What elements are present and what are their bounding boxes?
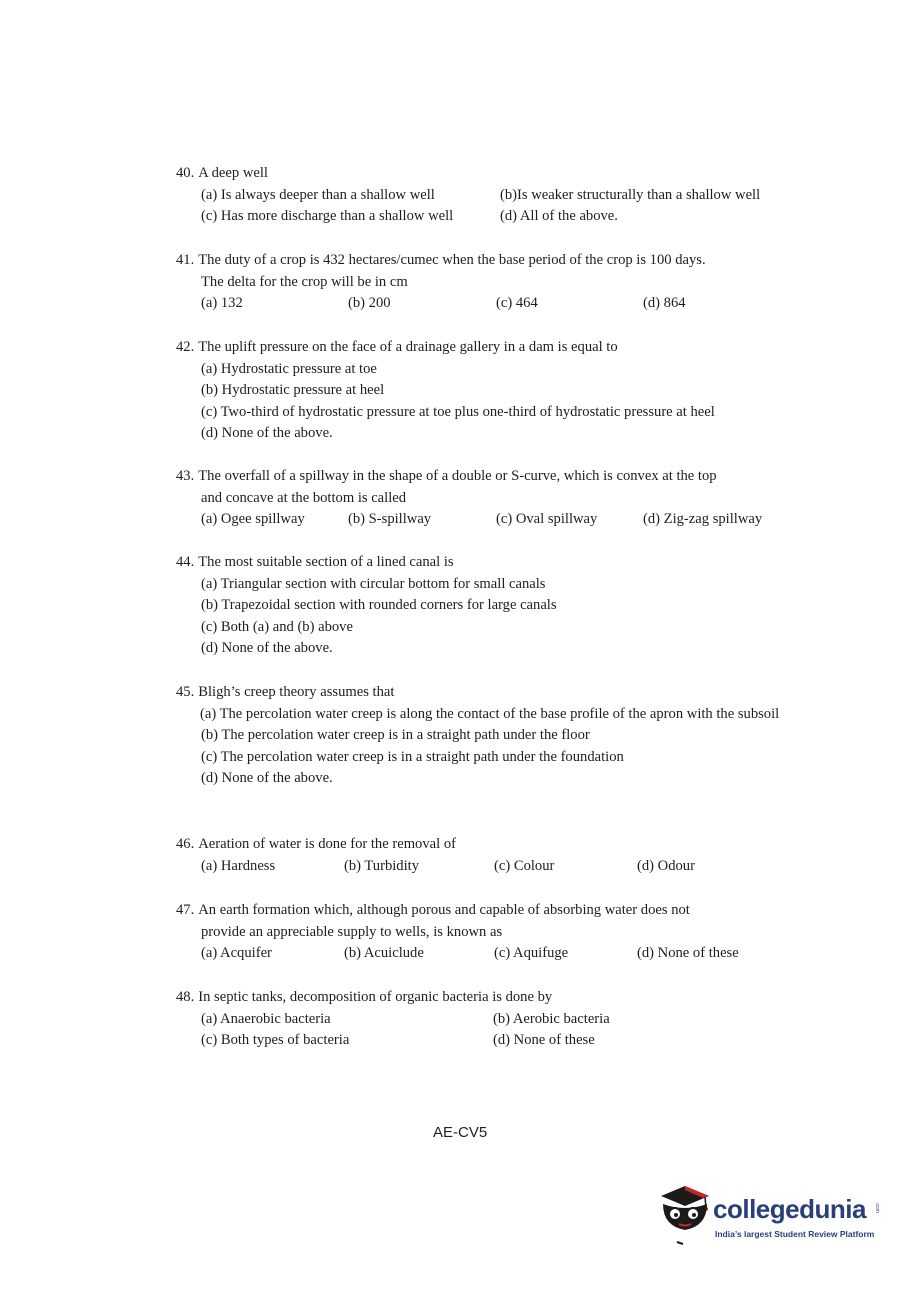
question-stem: Aeration of water is done for the removal of bbox=[198, 836, 456, 852]
question-stem: Bligh’s creep theory assumes that bbox=[198, 684, 395, 700]
question-stem: The uplift pressure on the face of a drainage gallery in a dam is equal to bbox=[198, 339, 618, 355]
option-b: (b) Acuiclude bbox=[344, 945, 424, 961]
option-d: (d) All of the above. bbox=[500, 208, 618, 224]
option-d: (d) Odour bbox=[637, 857, 695, 874]
graduate-mascot-icon bbox=[655, 1182, 711, 1250]
question-43 bbox=[176, 466, 796, 531]
logo-tagline: India’s largest Student Review Platform bbox=[715, 1229, 875, 1239]
question-42 bbox=[176, 337, 796, 445]
question-46 bbox=[176, 834, 796, 877]
logo-wordmark: collegedunia bbox=[713, 1194, 866, 1224]
question-41 bbox=[176, 250, 796, 315]
question-44 bbox=[176, 552, 796, 660]
option-c: (c) The percolation water creep is in a straight path under the foundation bbox=[201, 748, 624, 765]
option-a: (a) Hydrostatic pressure at toe bbox=[201, 360, 377, 377]
option-b: (b) Trapezoidal section with rounded corners for large canals bbox=[201, 597, 557, 613]
option-c: (c) 464 bbox=[496, 295, 538, 311]
logo-suffix: .com bbox=[874, 1202, 880, 1213]
option-a: (a) Triangular section with circular bottom for small canals bbox=[201, 575, 546, 592]
question-45 bbox=[176, 682, 796, 790]
question-number: 46. bbox=[176, 836, 195, 852]
option-a: (a) Is always deeper than a shallow well bbox=[201, 186, 435, 203]
question-stem-continued: provide an appreciable supply to wells, is known as bbox=[201, 923, 503, 940]
option-c: (c) Has more discharge than a shallow well bbox=[201, 208, 454, 224]
option-d: (d) None of the above. bbox=[201, 770, 333, 786]
question-number: 45. bbox=[176, 684, 195, 700]
question-48 bbox=[176, 987, 796, 1052]
question-stem: The overfall of a spillway in the shape of a double or S-curve, which is convex at the top bbox=[198, 468, 717, 484]
question-stem-continued: The delta for the crop will be in cm bbox=[201, 273, 408, 290]
question-47 bbox=[176, 900, 796, 965]
option-a: (a) The percolation water creep is along the contact of the base profile of the apron with the subsoil bbox=[200, 705, 780, 722]
question-number: 42. bbox=[176, 339, 195, 355]
question-number: 41. bbox=[176, 252, 195, 268]
question-number: 48. bbox=[176, 989, 195, 1005]
page-code: AE-CV5 bbox=[433, 1124, 488, 1141]
option-d: (d) None of these bbox=[493, 1032, 595, 1048]
question-stem: In septic tanks, decomposition of organic bacteria is done by bbox=[198, 989, 553, 1005]
option-a: (a) Acquifer bbox=[201, 945, 272, 961]
option-b: (b) Hydrostatic pressure at heel bbox=[201, 382, 385, 398]
option-d: (d) None of the above. bbox=[201, 640, 333, 656]
option-b: (b) The percolation water creep is in a straight path under the floor bbox=[201, 727, 590, 743]
question-number: 40. bbox=[176, 165, 195, 181]
option-b: (b) Aerobic bacteria bbox=[493, 1010, 610, 1027]
option-c: (c) Oval spillway bbox=[496, 511, 598, 527]
option-a: (a) 132 bbox=[201, 295, 243, 311]
option-b: (b)Is weaker structurally than a shallow well bbox=[500, 186, 761, 203]
option-a: (a) Ogee spillway bbox=[201, 511, 305, 527]
option-d: (d) None of these bbox=[637, 945, 739, 961]
option-a: (a) Hardness bbox=[201, 857, 276, 874]
option-c: (c) Both types of bacteria bbox=[201, 1032, 350, 1048]
question-stem: An earth formation which, although porous and capable of absorbing water does not bbox=[198, 902, 690, 918]
question-40 bbox=[176, 163, 796, 228]
option-d: (d) 864 bbox=[643, 295, 686, 311]
option-c: (c) Aquifuge bbox=[494, 945, 569, 961]
option-c: (c) Both (a) and (b) above bbox=[201, 618, 353, 635]
option-b: (b) Turbidity bbox=[344, 857, 420, 874]
question-stem: A deep well bbox=[198, 165, 268, 181]
question-number: 47. bbox=[176, 902, 195, 918]
option-d: (d) None of the above. bbox=[201, 425, 333, 441]
question-stem: The most suitable section of a lined canal is bbox=[198, 554, 454, 570]
option-b: (b) 200 bbox=[348, 295, 391, 311]
question-number: 43. bbox=[176, 468, 195, 484]
option-c: (c) Colour bbox=[494, 857, 555, 874]
option-a: (a) Anaerobic bacteria bbox=[201, 1010, 331, 1027]
option-b: (b) S-spillway bbox=[348, 511, 432, 527]
question-stem-continued: and concave at the bottom is called bbox=[201, 489, 407, 506]
collegedunia-logo bbox=[655, 1182, 885, 1252]
question-number: 44. bbox=[176, 554, 195, 570]
option-c: (c) Two-third of hydrostatic pressure at toe plus one-third of hydrostatic pressure at heel bbox=[201, 403, 715, 420]
option-d: (d) Zig-zag spillway bbox=[643, 511, 763, 527]
question-stem: The duty of a crop is 432 hectares/cumec when the base period of the crop is 100 days. bbox=[198, 252, 706, 268]
